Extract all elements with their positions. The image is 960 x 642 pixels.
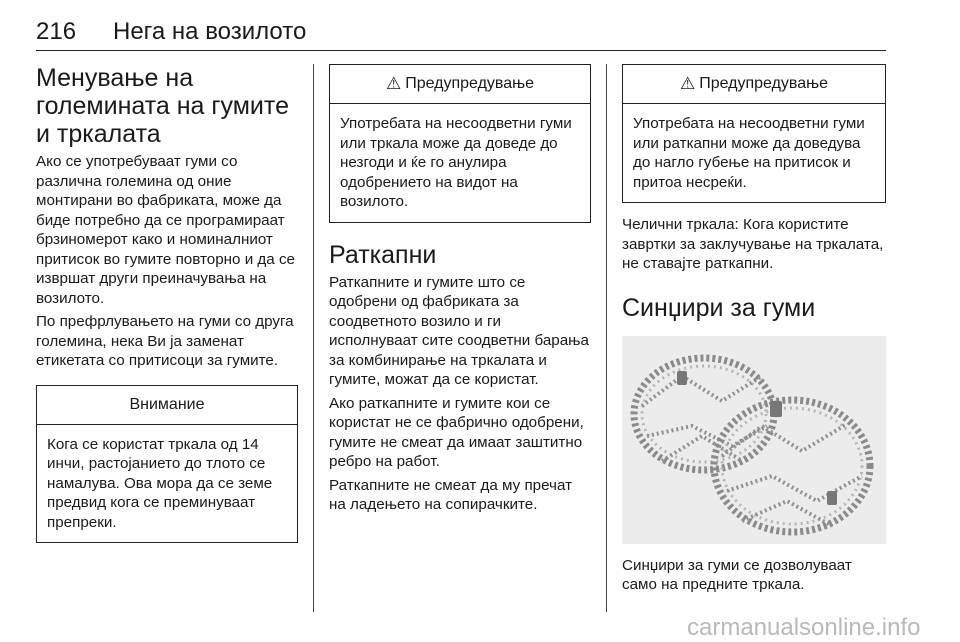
- notice-text: Кога се користат тркала од 14 инчи, растојанието до тлото се намалува. Ова мора да се земе предвид кога се преминуваат препреки.: [47, 435, 273, 531]
- notice-title: Внимание: [37, 386, 297, 425]
- paragraph: Челични тркала: Кога користите завртки за заклучување на тркалата, не ставајте раткапни.: [622, 216, 884, 272]
- column-divider-1: [313, 64, 314, 612]
- warning-text: Употребата на несоодветни гуми или тркала може да доведе до незгоди и ќе го анулира одобрението на видот на возилото.: [340, 115, 572, 210]
- warning-header: [330, 65, 590, 104]
- chapter-title: Нега на возилото: [113, 18, 307, 45]
- notice-box: [36, 385, 298, 544]
- warning-triangle-icon: ⚠: [385, 74, 402, 93]
- tire-chain-svg: [622, 336, 886, 544]
- section-heading-tire-chains: Синџири за гуми: [622, 293, 816, 322]
- section-heading-tire-size: Менување на големината на гумите и тркалата: [36, 64, 289, 148]
- warning-text: Употребата на несоодветни гуми или раткапни може да доведува до нагло губење на притисок и притоа несреќи.: [633, 115, 865, 191]
- warning-triangle-icon: ⚠: [679, 74, 696, 93]
- paragraph: Ако се употребуваат гуми со различна големина од оние монтирани во фабриката, може да биде потребно да се програмираат брзиномерот како и номиналниот притисок во гумите повторно и да се извршат други преиначувања на возилото.: [36, 153, 295, 307]
- warning-header: [623, 65, 885, 104]
- column-1: [36, 64, 298, 543]
- paragraph: Раткапните и гумите што се одобрени од фабриката за соодветното возило и ги исполнуваат сите соодветни барања за комбинирање на тркалата и гумите, можат да се користат.: [329, 273, 589, 388]
- page-header: [36, 10, 886, 51]
- section-heading-hubcaps: Раткапни: [329, 240, 437, 269]
- watermark: carmanualsonline.info: [687, 614, 921, 641]
- warning-title: Предупредување: [405, 75, 535, 92]
- paragraph: Раткапните не смеат да му пречат на ладењето на сопирачките.: [329, 476, 573, 513]
- column-divider-2: [606, 64, 607, 612]
- warning-box: [329, 64, 591, 223]
- figure-caption: Синџири за гуми се дозволуваат само на предните тркала.: [622, 556, 852, 593]
- warning-box: [622, 64, 886, 203]
- column-3: [622, 64, 886, 599]
- page-number: 216: [36, 18, 77, 45]
- paragraph: По префрлувањето на гуми со друга големина, нека Ви ја заменат етикетата со притисоци за гумите.: [36, 313, 294, 369]
- paragraph: Ако раткапните и гумите кои се користат не се фабрично одобрени, гумите не смеат да имаат заштитно ребро на работ.: [329, 394, 584, 470]
- column-2: [329, 64, 591, 519]
- tire-chain-illustration: [622, 336, 886, 544]
- warning-title: Предупредување: [699, 75, 829, 92]
